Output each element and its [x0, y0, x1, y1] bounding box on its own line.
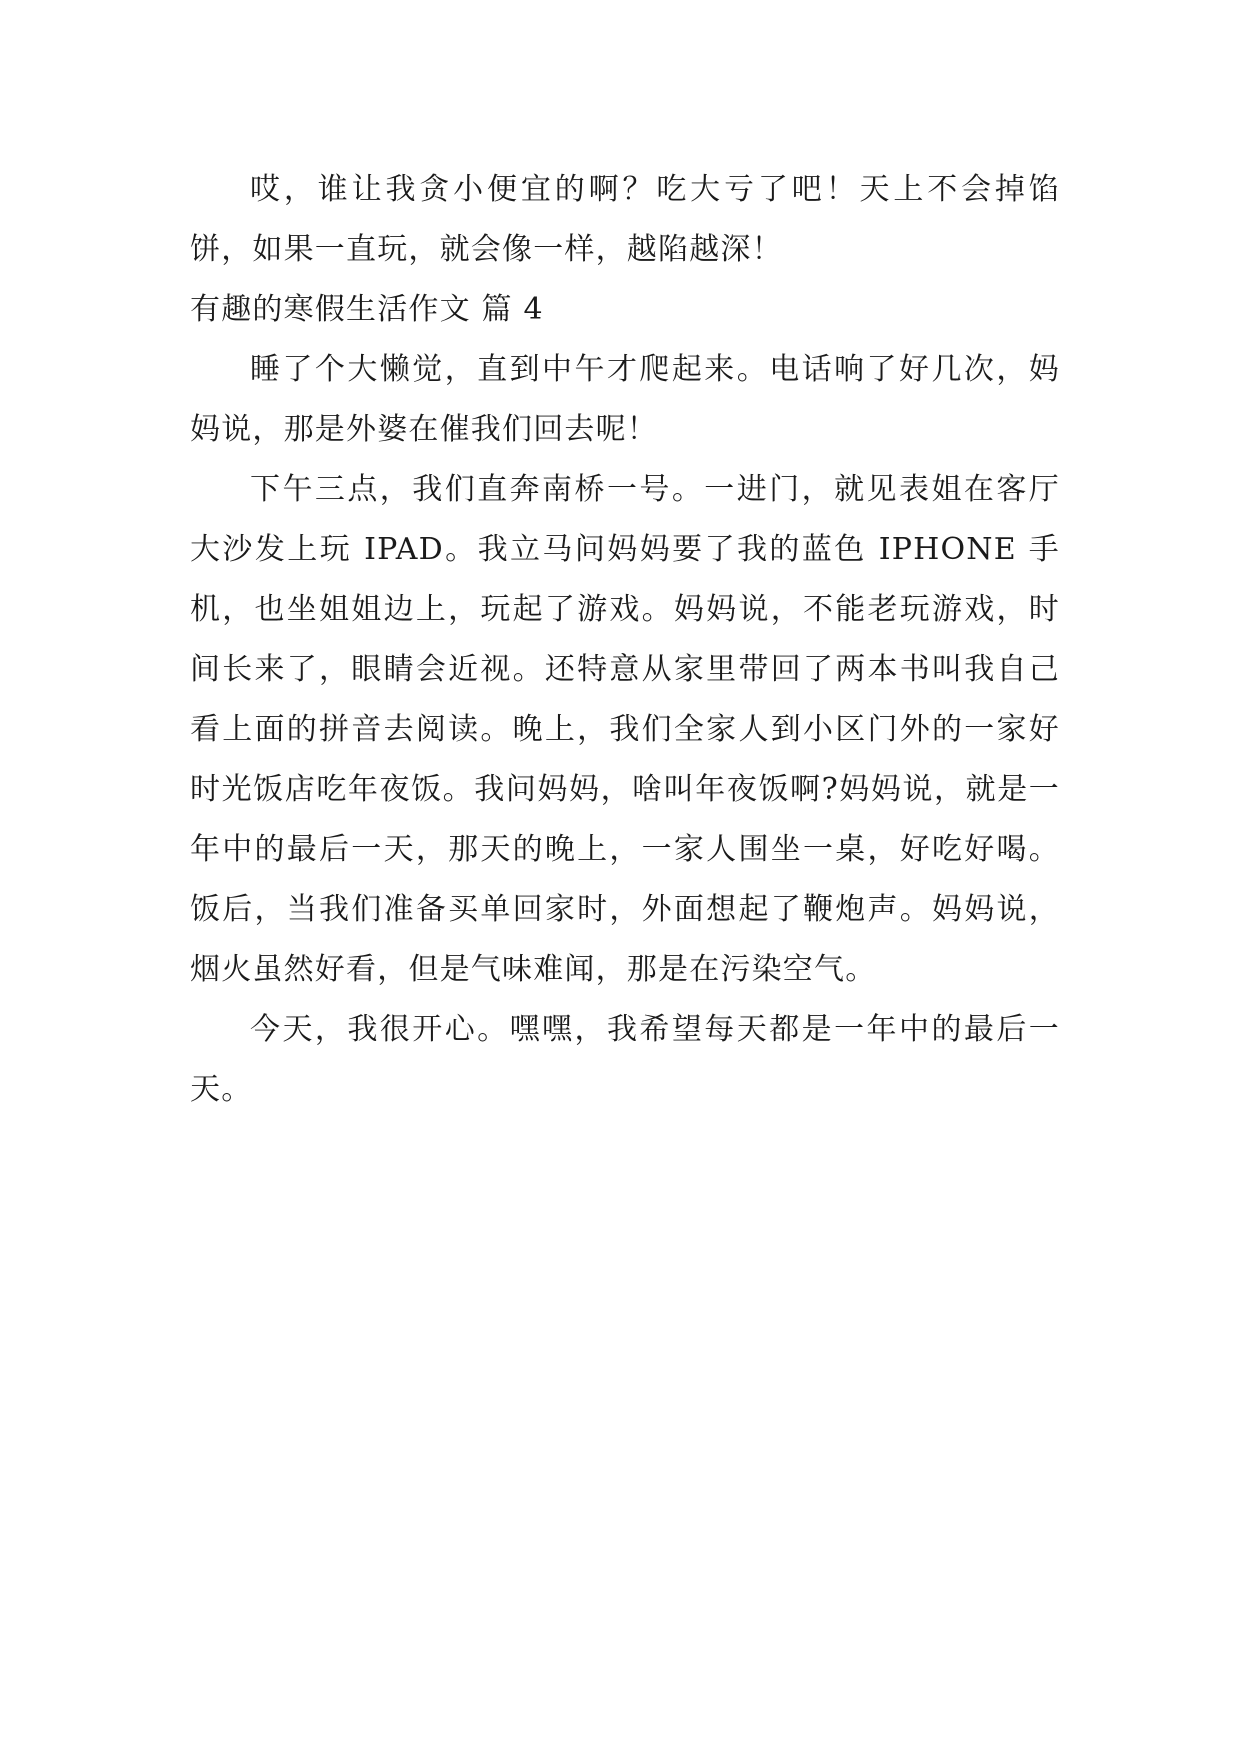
paragraph-1: 睡了个大懒觉，直到中午才爬起来。电话响了好几次，妈妈说，那是外婆在催我们回去呢！	[190, 352, 1060, 447]
section-heading: 有趣的寒假生活作文 篇 4	[190, 292, 544, 327]
paragraph-intro: 哎，谁让我贪小便宜的啊？吃大亏了吧！天上不会掉馅饼，如果一直玩，就会像一样，越陷越深！	[190, 172, 1060, 267]
paragraph-2: 下午三点，我们直奔南桥一号。一进门，就见表姐在客厅大沙发上玩 IPAD。我立马问妈妈要了我的蓝色 IPHONE 手机，也坐姐姐边上，玩起了游戏。妈妈说，不能老玩游戏，时间长来了，眼睛会近视。还特意从家里带回了两本书叫我自己看上面的拼音去阅读。晚上，我们全家人到小区门外的一家好时光饭店吃年夜饭。我问妈妈，啥叫年夜饭啊?妈妈说，就是一年中的最后一天，那天的晚上，一家人围坐一桌，好吃好喝。饭后，当我们准备买单回家时，外面想起了鞭炮声。妈妈说，烟火虽然好看，但是气味难闻，那是在污染空气。	[190, 472, 1060, 987]
document-body	[190, 160, 1060, 1120]
paragraph-3: 今天，我很开心。嘿嘿，我希望每天都是一年中的最后一天。	[190, 1012, 1060, 1107]
